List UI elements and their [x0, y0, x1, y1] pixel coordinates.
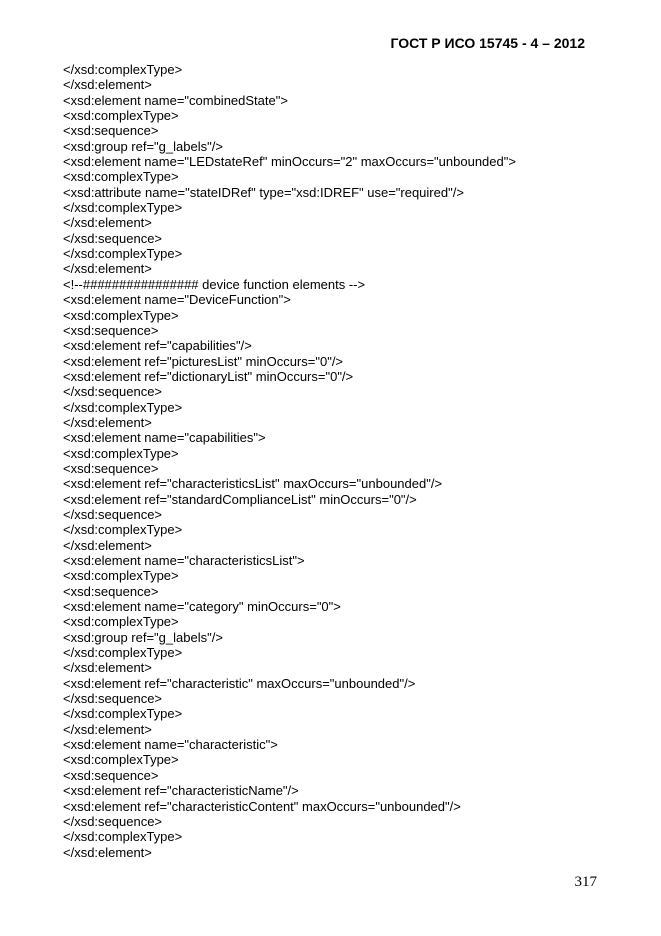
- code-line: <xsd:sequence>: [63, 767, 159, 783]
- code-line: <xsd:complexType>: [63, 445, 179, 461]
- code-line: </xsd:complexType>: [63, 706, 183, 722]
- code-line: <xsd:element name="DeviceFunction">: [63, 292, 291, 308]
- code-line: </xsd:sequence>: [63, 230, 163, 246]
- code-line: <xsd:element ref="characteristicName"/>: [63, 783, 299, 799]
- code-line: <xsd:element ref="characteristicContent" maxOccurs="unbounded"/>: [63, 798, 461, 814]
- code-line: <xsd:sequence>: [63, 123, 159, 139]
- code-line: <xsd:complexType>: [63, 568, 179, 584]
- code-line: <xsd:element name="combinedState">: [63, 92, 288, 108]
- code-line: </xsd:complexType>: [63, 645, 183, 661]
- code-line: <xsd:group ref="g_labels"/>: [63, 138, 223, 154]
- code-line: </xsd:complexType>: [63, 200, 183, 216]
- code-line: <xsd:complexType>: [63, 307, 179, 323]
- code-line: <xsd:element name="characteristic">: [63, 737, 278, 753]
- code-line: </xsd:element>: [63, 537, 152, 553]
- code-line: <xsd:sequence>: [63, 322, 159, 338]
- code-line: <xsd:complexType>: [63, 752, 179, 768]
- code-line: </xsd:element>: [63, 844, 152, 860]
- code-line: <xsd:element name="LEDstateRef" minOccurs="2" maxOccurs="unbounded">: [63, 154, 516, 170]
- code-line: <xsd:element ref="characteristic" maxOccurs="unbounded"/>: [63, 675, 416, 691]
- code-line: </xsd:sequence>: [63, 691, 163, 707]
- code-line: <xsd:sequence>: [63, 460, 159, 476]
- code-line: </xsd:element>: [63, 77, 152, 93]
- code-line: <xsd:element ref="dictionaryList" minOccurs="0"/>: [63, 368, 354, 384]
- code-line: </xsd:complexType>: [63, 246, 183, 262]
- document-header: ГОСТ Р ИСО 15745 - 4 – 2012: [390, 35, 585, 51]
- code-line: <xsd:complexType>: [63, 614, 179, 630]
- code-line: <xsd:element name="capabilities">: [63, 430, 266, 446]
- code-line: </xsd:complexType>: [63, 829, 183, 845]
- code-line: </xsd:complexType>: [63, 399, 183, 415]
- code-line: </xsd:sequence>: [63, 506, 163, 522]
- code-line: </xsd:sequence>: [63, 813, 163, 829]
- code-line: <xsd:complexType>: [63, 169, 179, 185]
- xsd-code-listing: [63, 62, 516, 860]
- code-line: <xsd:element ref="picturesList" minOccurs="0"/>: [63, 353, 344, 369]
- code-line: <xsd:complexType>: [63, 108, 179, 124]
- code-line: </xsd:complexType>: [63, 62, 183, 77]
- code-line: <xsd:element ref="standardComplianceList" minOccurs="0"/>: [63, 491, 417, 507]
- code-line: <xsd:element name="category" minOccurs="0">: [63, 599, 341, 615]
- code-line: </xsd:element>: [63, 261, 152, 277]
- code-line: <xsd:element name="characteristicsList">: [63, 553, 305, 568]
- code-line: <!--################ device function elements -->: [63, 276, 366, 292]
- code-line: </xsd:element>: [63, 414, 152, 430]
- code-line: </xsd:sequence>: [63, 384, 163, 400]
- page-number: 317: [574, 874, 597, 890]
- code-line: </xsd:element>: [63, 660, 152, 676]
- code-line: <xsd:element ref="characteristicsList" maxOccurs="unbounded"/>: [63, 476, 443, 492]
- code-line: </xsd:complexType>: [63, 522, 183, 538]
- code-line: <xsd:sequence>: [63, 583, 159, 599]
- code-line: </xsd:element>: [63, 721, 152, 737]
- code-line: <xsd:element ref="capabilities"/>: [63, 338, 252, 354]
- code-line: <xsd:attribute name="stateIDRef" type="xsd:IDREF" use="required"/>: [63, 184, 464, 200]
- code-line: </xsd:element>: [63, 215, 152, 231]
- code-line: <xsd:group ref="g_labels"/>: [63, 629, 223, 645]
